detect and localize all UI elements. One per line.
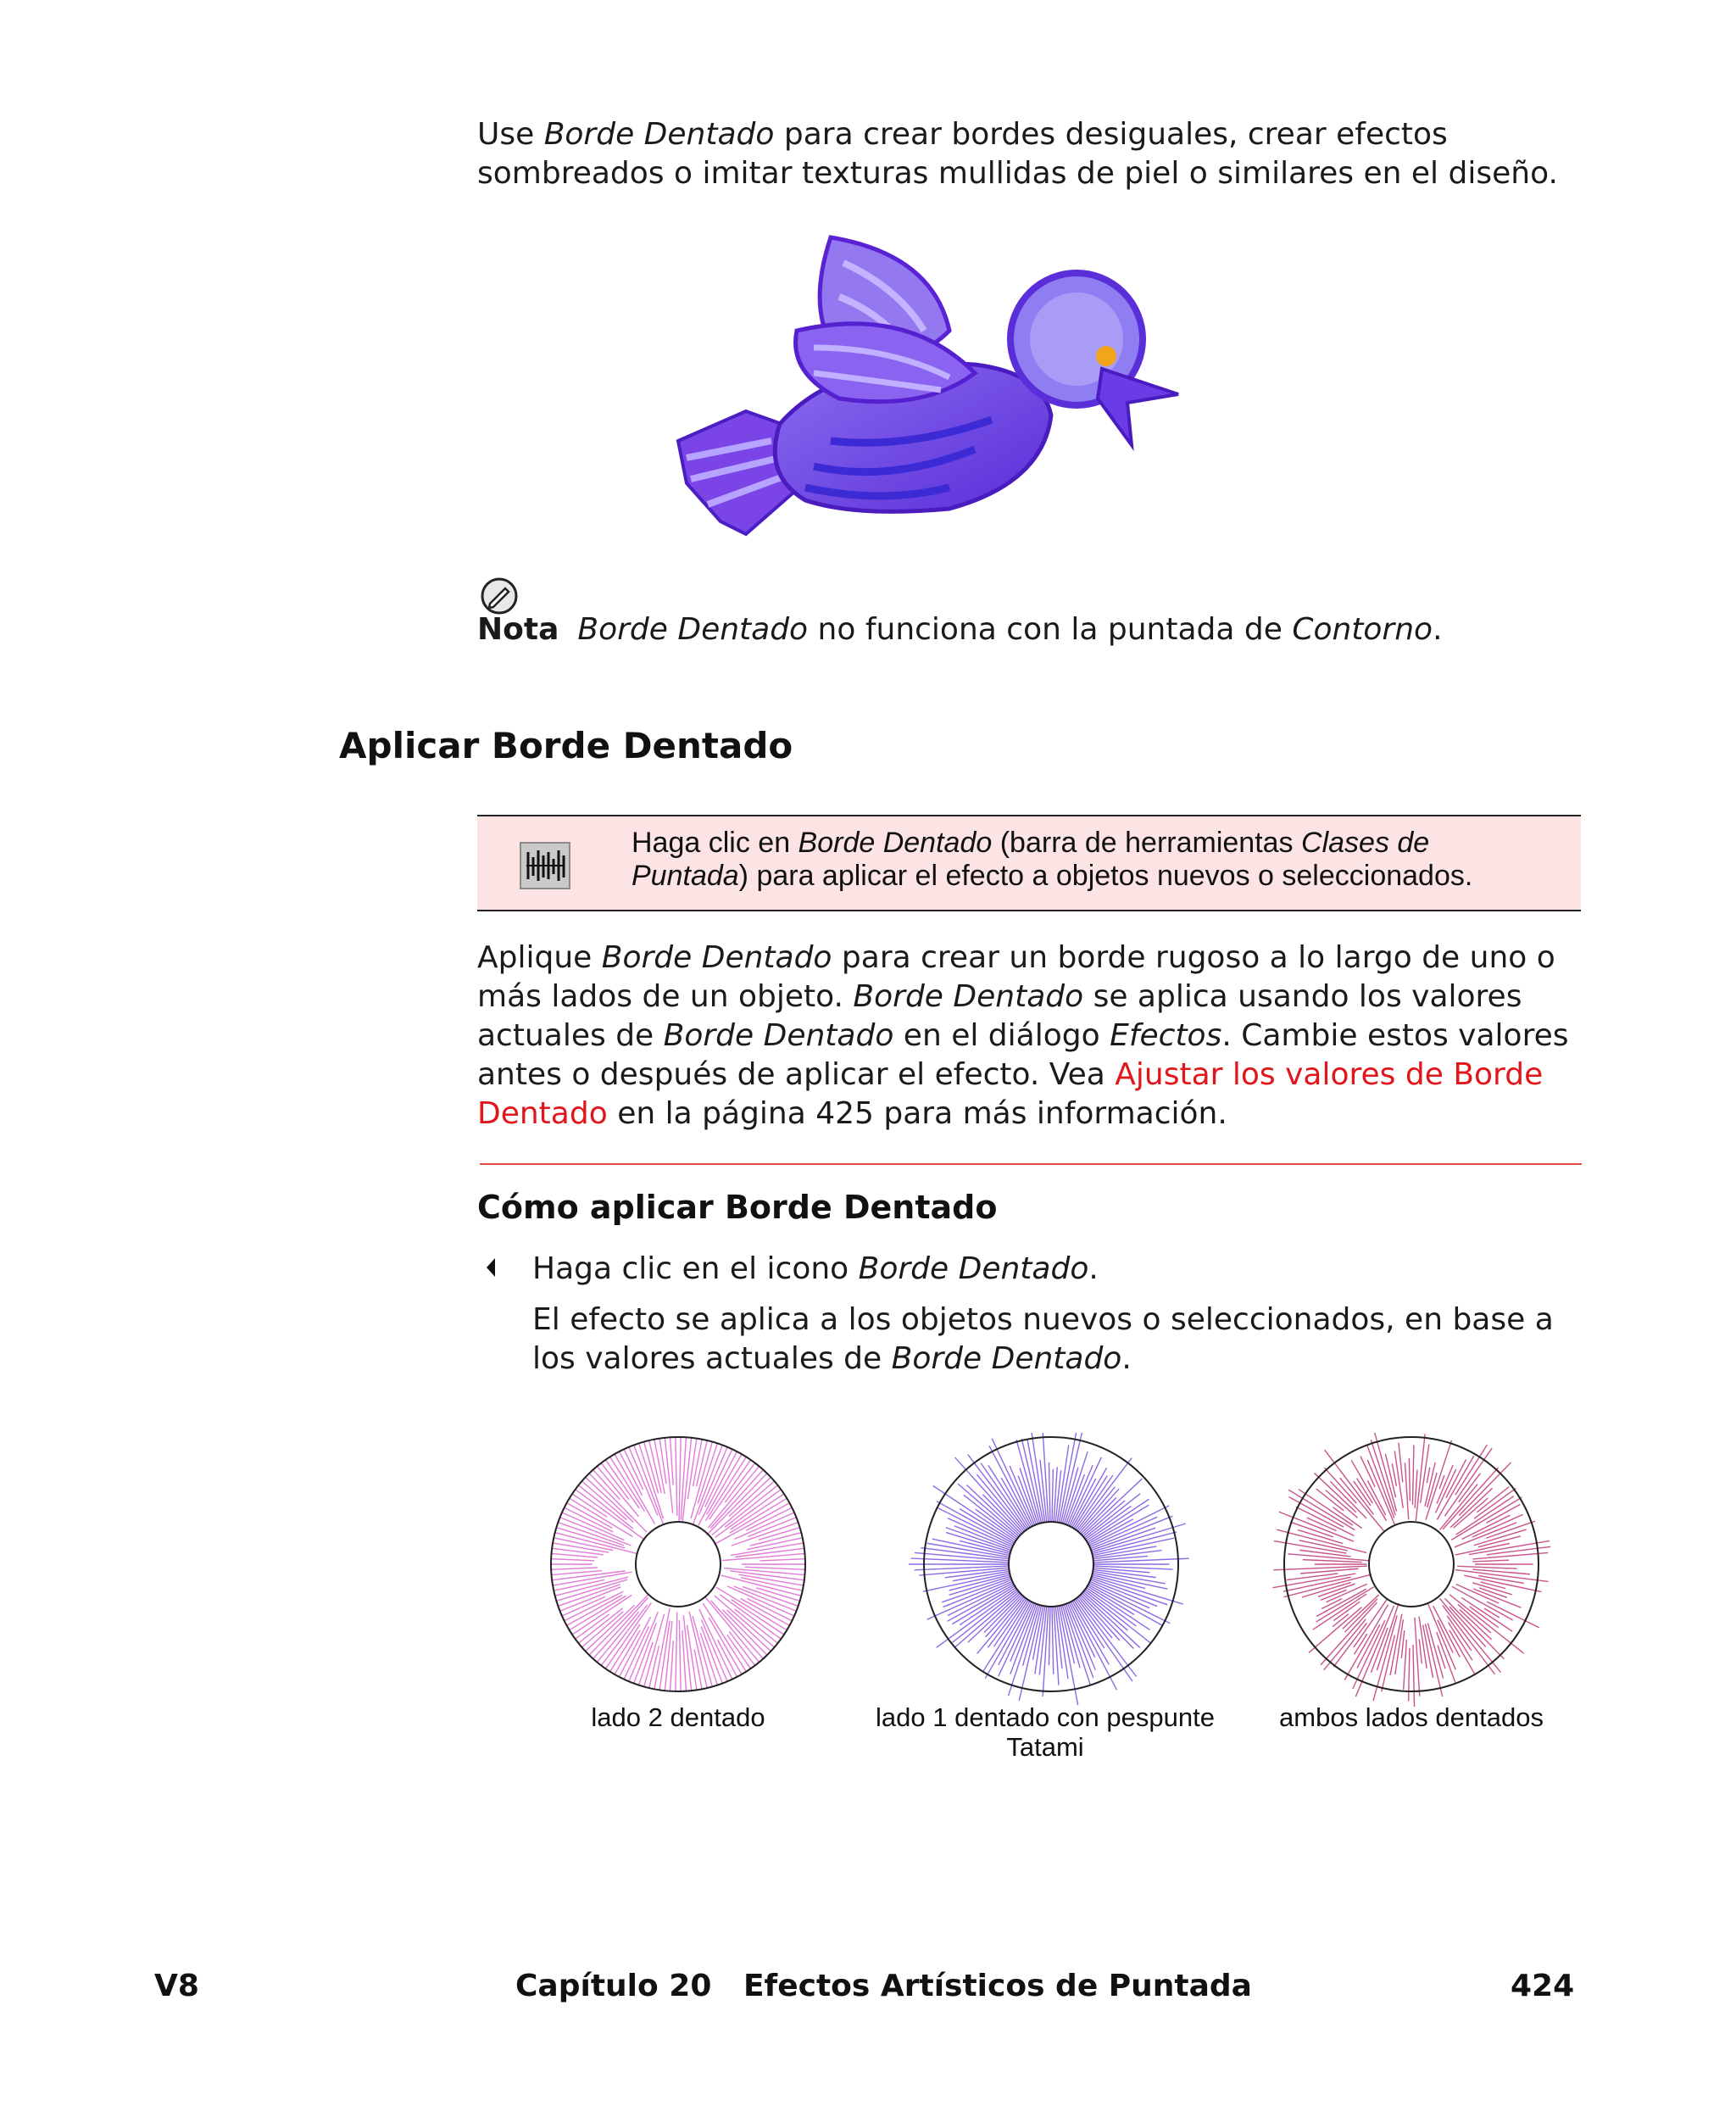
body-term-2: Borde Dentado — [853, 979, 1084, 1014]
tool-tip-box — [477, 815, 1581, 911]
body-text-2: para crear un borde rugoso a lo largo de uno o más lados de un objeto. — [477, 940, 1555, 1014]
stitch-line — [1354, 1481, 1371, 1506]
stitch-line — [1052, 1469, 1053, 1522]
tool-term-1: Borde Dentado — [798, 827, 993, 859]
stitch-line — [1486, 1504, 1520, 1523]
stitch-line — [1405, 1462, 1408, 1519]
stitch-line — [689, 1612, 707, 1688]
step-bullet-icon — [485, 1256, 497, 1279]
inner-outline — [1369, 1522, 1454, 1607]
stitch-line — [1081, 1595, 1133, 1649]
stitch-line — [1456, 1496, 1514, 1535]
stitch-line — [1438, 1620, 1453, 1653]
stitch-line — [1064, 1605, 1090, 1685]
result-text-2: . — [1121, 1341, 1132, 1376]
stitch-line — [1412, 1445, 1413, 1504]
stitch-line — [676, 1612, 677, 1691]
stitch-line — [1437, 1465, 1453, 1503]
stitch-line — [1437, 1632, 1455, 1682]
stitch-line — [1438, 1646, 1445, 1669]
stitch-line — [670, 1437, 674, 1485]
step-result — [532, 1301, 1600, 1379]
stitch-line — [1300, 1568, 1359, 1574]
step-term: Borde Dentado — [858, 1251, 1089, 1286]
stitch-line — [1343, 1595, 1379, 1629]
stitch-line — [700, 1633, 717, 1685]
stitch-line — [748, 1518, 796, 1537]
stitch-line — [760, 1559, 804, 1561]
step-text-1: Haga clic en el icono — [532, 1251, 859, 1286]
procedure-title: Cómo aplicar Borde Dentado — [477, 1189, 998, 1226]
tool-term-2: Clases de Puntada — [632, 827, 1430, 892]
stitch-line — [555, 1577, 628, 1596]
stitch-line — [551, 1568, 598, 1569]
note-text: no funciona con la puntada de — [808, 612, 1293, 647]
stitch-line — [1484, 1608, 1500, 1618]
stitch-line — [968, 1593, 1021, 1642]
stitch-line — [1427, 1623, 1443, 1678]
figure-caption-3: ambos lados dentados — [1279, 1702, 1544, 1732]
stitch-line — [1473, 1589, 1521, 1607]
stitch-line — [1062, 1468, 1077, 1524]
body-paragraph — [477, 939, 1596, 1134]
stitch-line — [1443, 1468, 1499, 1529]
stitch-line — [1288, 1554, 1369, 1561]
note-term: Borde Dentado — [577, 612, 809, 647]
stitch-line — [1357, 1479, 1373, 1503]
tool-text-3: ) para aplicar el efecto a objetos nuevos o seleccionados. — [738, 860, 1473, 892]
stitch-line — [1425, 1624, 1442, 1696]
result-term: Borde Dentado — [891, 1341, 1122, 1376]
stitch-line — [1409, 1648, 1410, 1702]
footer-page-number: 424 — [1511, 1969, 1575, 2003]
stitch-line — [1309, 1607, 1361, 1653]
stitch-line — [551, 1559, 594, 1561]
inner-outline — [636, 1522, 721, 1607]
jagged-edge-tool-icon[interactable] — [520, 842, 570, 889]
tool-tip-text — [632, 827, 1547, 893]
stitch-line — [1415, 1618, 1420, 1696]
stitch-line — [709, 1618, 742, 1674]
stitch-line — [1093, 1573, 1167, 1589]
stitch-line — [1088, 1585, 1162, 1625]
embroidered-bird-image — [670, 229, 1187, 560]
stitch-line — [578, 1485, 632, 1529]
body-text-3: se aplica usando los valores actuales de — [477, 979, 1522, 1053]
intro-paragraph — [477, 115, 1596, 193]
section-divider — [480, 1163, 1582, 1165]
stitch-line — [1052, 1607, 1054, 1674]
stitch-line — [679, 1437, 681, 1522]
stitch-line — [676, 1437, 677, 1516]
stitch-line — [1049, 1607, 1050, 1665]
stitch-line — [745, 1567, 805, 1569]
stitch-line — [1415, 1470, 1417, 1508]
body-text-6: en la página 425 para más información. — [607, 1096, 1227, 1131]
stitch-line — [572, 1494, 607, 1517]
figure-caption-2: lado 1 dentado con pespunte Tatami — [876, 1702, 1215, 1762]
figure-side-1-jagged-tatami — [907, 1433, 1195, 1713]
stitch-line — [1472, 1552, 1548, 1558]
intro-term: Borde Dentado — [543, 117, 775, 152]
stitch-line — [1399, 1443, 1403, 1483]
stitch-line — [1401, 1630, 1404, 1658]
footer-version: V8 — [154, 1969, 199, 2003]
stitch-line — [932, 1539, 1010, 1555]
intro-text: Use — [477, 117, 544, 152]
body-term-4: Efectos — [1110, 1018, 1222, 1053]
stitch-line — [1353, 1620, 1385, 1689]
stitch-line — [586, 1477, 634, 1522]
stitch-line — [562, 1596, 605, 1616]
stitch-line — [1450, 1488, 1493, 1528]
stitch-line — [1287, 1574, 1338, 1580]
stitch-line — [1419, 1639, 1422, 1663]
stitch-line — [572, 1595, 632, 1635]
stitch-line — [976, 1509, 1017, 1540]
note-text-2: . — [1433, 612, 1443, 647]
stitch-line — [729, 1477, 771, 1516]
body-text-1: Aplique — [477, 940, 602, 975]
figure-caption-1: lado 2 dentado — [591, 1702, 765, 1732]
stitch-line — [1404, 1640, 1407, 1690]
stitch-line — [949, 1574, 1010, 1590]
stitch-line — [1459, 1462, 1511, 1516]
step-text-2: . — [1088, 1251, 1099, 1286]
body-term-1: Borde Dentado — [601, 940, 832, 975]
stitch-line — [1394, 1451, 1403, 1507]
tool-text-1: Haga clic en — [632, 827, 798, 859]
stitch-line — [705, 1597, 759, 1662]
stitch-line — [1089, 1506, 1169, 1546]
stitch-line — [1413, 1645, 1415, 1707]
stitch-line — [1474, 1529, 1527, 1546]
stitch-line — [1303, 1560, 1362, 1563]
stitch-line — [1027, 1440, 1043, 1523]
stitch-line — [1457, 1566, 1516, 1568]
stitch-line — [1371, 1628, 1388, 1673]
footer-chapter: Capítulo 20 Efectos Artísticos de Puntada — [515, 1969, 1252, 2003]
stitch-line — [967, 1485, 1021, 1535]
stitch-line — [552, 1553, 598, 1557]
stitch-line — [670, 1641, 674, 1691]
inner-outline — [1009, 1522, 1093, 1607]
stitch-line — [1377, 1603, 1399, 1670]
stitch-line — [1427, 1468, 1430, 1483]
stitch-line — [1077, 1458, 1132, 1531]
stitch-line — [1316, 1489, 1344, 1511]
result-text-1: El efecto se aplica a los objetos nuevos o seleccionados, en base a los valores actuales de — [532, 1302, 1554, 1376]
cross-reference-link[interactable]: Ajustar los valores de Borde Dentado — [477, 1057, 1544, 1131]
stitch-line — [687, 1439, 697, 1500]
stitch-line — [665, 1438, 672, 1513]
stitch-line — [1409, 1458, 1410, 1501]
stitch-line — [693, 1616, 712, 1686]
stitch-line — [1444, 1598, 1504, 1658]
stitch-line — [1426, 1440, 1452, 1520]
stitch-line — [679, 1620, 681, 1691]
stitch-line — [1472, 1560, 1509, 1562]
stitch-line — [1325, 1450, 1374, 1514]
note-term-2: Contorno — [1292, 612, 1433, 647]
figure-both-sides-jagged — [1267, 1433, 1555, 1713]
stitch-line — [1344, 1599, 1377, 1632]
stitch-line — [1330, 1481, 1366, 1518]
section-title: Aplicar Borde Dentado — [339, 725, 793, 766]
step-instruction — [532, 1250, 1099, 1289]
figure-side-2-jagged — [534, 1433, 822, 1713]
stitch-line — [1446, 1459, 1466, 1497]
body-text-4: en el diálogo — [893, 1018, 1110, 1053]
intro-text-2: para crear bordes desiguales, crear efectos sombreados o imitar texturas mullidas de piel o similares en el diseño. — [477, 117, 1558, 191]
body-term-3: Borde Dentado — [663, 1018, 894, 1053]
stitch-line — [589, 1474, 647, 1532]
note-label: Nota — [477, 612, 559, 647]
body-text-5: . Cambie estos valores antes o después de aplicar el efecto. Vea — [477, 1018, 1569, 1092]
note-line — [477, 610, 1443, 649]
tool-text-2: (barra de herramientas — [992, 827, 1302, 859]
